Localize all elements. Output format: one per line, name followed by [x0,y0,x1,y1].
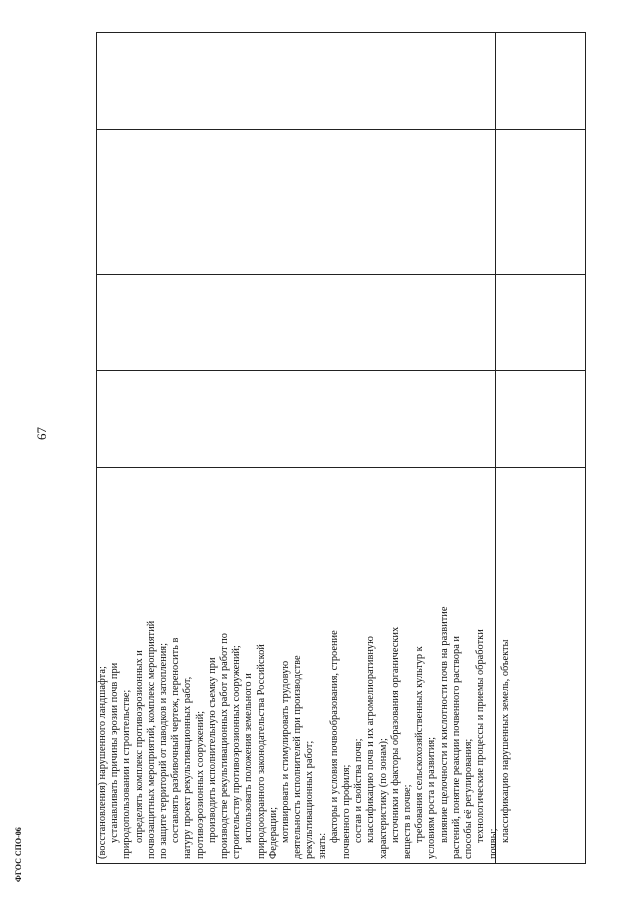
content-line: почвенного профиля; [341,764,353,859]
content-line: факторы и условия почвообразования, строение [328,630,340,843]
content-line: Федерации; [267,807,279,859]
content-line: условиям роста и развития; [426,736,438,859]
table-row-divider [96,370,586,371]
content-line: по защите территорий от паводков и затопления; [158,643,170,859]
table-row-divider [96,129,586,130]
content-line: производить исполнительную съемку при [206,657,218,843]
content-line: почвы; [487,828,499,859]
content-line: растений, понятие реакции почвенного раствора и [450,636,462,859]
page-number: 67 [34,427,49,440]
content-line: способы её регулирования; [463,738,475,859]
content-line: состав и свойства почв; [353,738,365,843]
content-line: использовать положения земельного и [243,673,255,843]
content-line: природоохранного законодательства Российской [255,644,267,859]
content-line: природопользовании и строительстве; [121,689,133,859]
content-line: составлять разбивочный чертеж, переносить в [170,637,182,843]
content-line: мотивировать и стимулировать трудовую [280,660,292,843]
table-row-divider [96,274,586,275]
content-line: технологические процессы и приемы обработки [475,629,487,843]
content-line: классификацию нарушенных земель, объекты [499,639,511,843]
content-line: почвозащитных мероприятий, комплекс мероприятий [145,620,157,859]
content-line: деятельность исполнителей при производстве [292,655,304,859]
footer-code: ФГОС СПО-06 [14,827,23,882]
content-line: натуру проект рекультивационных работ, [182,676,194,859]
content-line: производстве рекультивационных работ и работ по [219,632,231,859]
content-line: веществ в почве; [402,784,414,859]
content-line: рекультивационных работ; [304,740,316,859]
content-line: требования сельскохозяйственных культур к [414,646,426,843]
content-line: противоэрозионных сооружений; [194,710,206,859]
content-line: устанавливать причины эрозии почв при [109,662,121,843]
content-line: классификацию почв и их агромелиоративную [365,636,377,843]
content-line: характеристику (по зонам); [377,738,389,859]
table-cell-text [97,468,585,863]
content-line: влияние щелочности и кислотности почв на развитие [438,606,450,843]
content-line: (восстановления) нарушенного ландшафта; [97,666,108,859]
content-line: строительству противоэрозионных сооружений; [231,645,243,859]
content-line: источники и факторы образования органических [389,626,401,843]
content-line: знать: [316,832,328,859]
content-line: определять комплекс противоэрозионных и [133,650,145,843]
